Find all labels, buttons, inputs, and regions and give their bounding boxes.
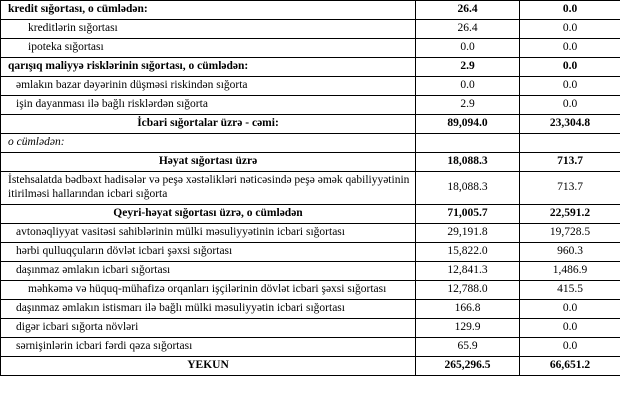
row-value-col1: 0.0 [416,77,520,96]
row-value-col1: 2.9 [416,58,520,77]
row-label: YEKUN [1,357,416,376]
row-label: qarışıq maliyyə risklərinin sığortası, o cümlədən: [1,58,416,77]
row-value-col1: 0.0 [416,39,520,58]
table-row [1,338,620,357]
row-value-col2: 960.3 [520,243,620,262]
row-value-col2: 713.7 [520,172,620,205]
row-label: o cümlədən: [1,134,416,153]
row-label: əmlakın bazar dəyərinin düşməsi riskindən sığorta [1,77,416,96]
row-value-col1: 18,088.3 [416,172,520,205]
row-value-col2: 0.0 [520,338,620,357]
row-label: kredit sığortası, o cümlədən: [1,1,416,20]
row-label: daşınmaz əmlakın istismarı ilə bağlı mülki məsuliyyətin icbari sığortası [1,300,416,319]
row-value-col1: 12,841.3 [416,262,520,281]
table-row [1,77,620,96]
row-value-col1: 15,822.0 [416,243,520,262]
row-value-col1: 2.9 [416,96,520,115]
row-value-col2: 0.0 [520,319,620,338]
row-value-col2: 713.7 [520,153,620,172]
row-value-col1: 29,191.8 [416,224,520,243]
table-row [1,96,620,115]
row-value-col1: 89,094.0 [416,115,520,134]
row-value-col2: 22,591.2 [520,205,620,224]
row-value-col2: 23,304.8 [520,115,620,134]
row-value-col2: 1,486.9 [520,262,620,281]
table-row [1,319,620,338]
table-row [1,205,620,224]
row-label: Qeyri-həyat sığortası üzrə, o cümlədən [1,205,416,224]
row-value-col1: 71,005.7 [416,205,520,224]
row-label: İstehsalatda bədbəxt hadisələr və peşə xəstəlikləri nəticəsində peşə əmək qabiliyyətinin itirilməsi hallarından icbari sığorta [1,172,416,205]
row-label: avtonəqliyyat vasitəsi sahiblərinin mülki məsuliyyətinin icbari sığortası [1,224,416,243]
row-label: kreditlərin sığortası [1,20,416,39]
table-row [1,300,620,319]
row-label: daşınmaz əmlakın icbari sığortası [1,262,416,281]
table-row [1,357,620,376]
row-label: Həyat sığortası üzrə [1,153,416,172]
row-value-col2: 0.0 [520,96,620,115]
row-value-col1: 129.9 [416,319,520,338]
table-row [1,115,620,134]
row-value-col1: 18,088.3 [416,153,520,172]
row-value-col2 [520,134,620,153]
row-value-col1: 265,296.5 [416,357,520,376]
table-row [1,20,620,39]
table-row [1,39,620,58]
row-value-col1: 12,788.0 [416,281,520,300]
row-value-col1: 26.4 [416,1,520,20]
table-row [1,243,620,262]
row-value-col1 [416,134,520,153]
row-value-col2: 0.0 [520,20,620,39]
insurance-table-body [1,1,620,376]
row-value-col2: 0.0 [520,1,620,20]
row-label: digər icbari sığorta növləri [1,319,416,338]
table-row [1,153,620,172]
table-row [1,1,620,20]
row-label: İcbari sığortalar üzrə - cəmi: [1,115,416,134]
table-row [1,134,620,153]
table-row [1,281,620,300]
row-value-col2: 66,651.2 [520,357,620,376]
row-value-col1: 26.4 [416,20,520,39]
row-value-col2: 19,728.5 [520,224,620,243]
table-row [1,58,620,77]
row-value-col2: 0.0 [520,58,620,77]
row-label: ipoteka sığortası [1,39,416,58]
row-label: məhkəmə və hüquq-mühafizə orqanları işçilərinin dövlət icbari şəxsi sığortası [1,281,416,300]
row-value-col2: 0.0 [520,77,620,96]
row-value-col2: 0.0 [520,300,620,319]
table-row [1,262,620,281]
row-value-col2: 0.0 [520,39,620,58]
row-label: hərbi qulluqçuların dövlət icbari şəxsi sığortası [1,243,416,262]
row-label: sərnişinlərin icbari fərdi qəza sığortası [1,338,416,357]
table-row [1,172,620,205]
row-value-col1: 166.8 [416,300,520,319]
table-row [1,224,620,243]
row-value-col1: 65.9 [416,338,520,357]
row-value-col2: 415.5 [520,281,620,300]
row-label: işin dayanması ilə bağlı risklərdən sığorta [1,96,416,115]
